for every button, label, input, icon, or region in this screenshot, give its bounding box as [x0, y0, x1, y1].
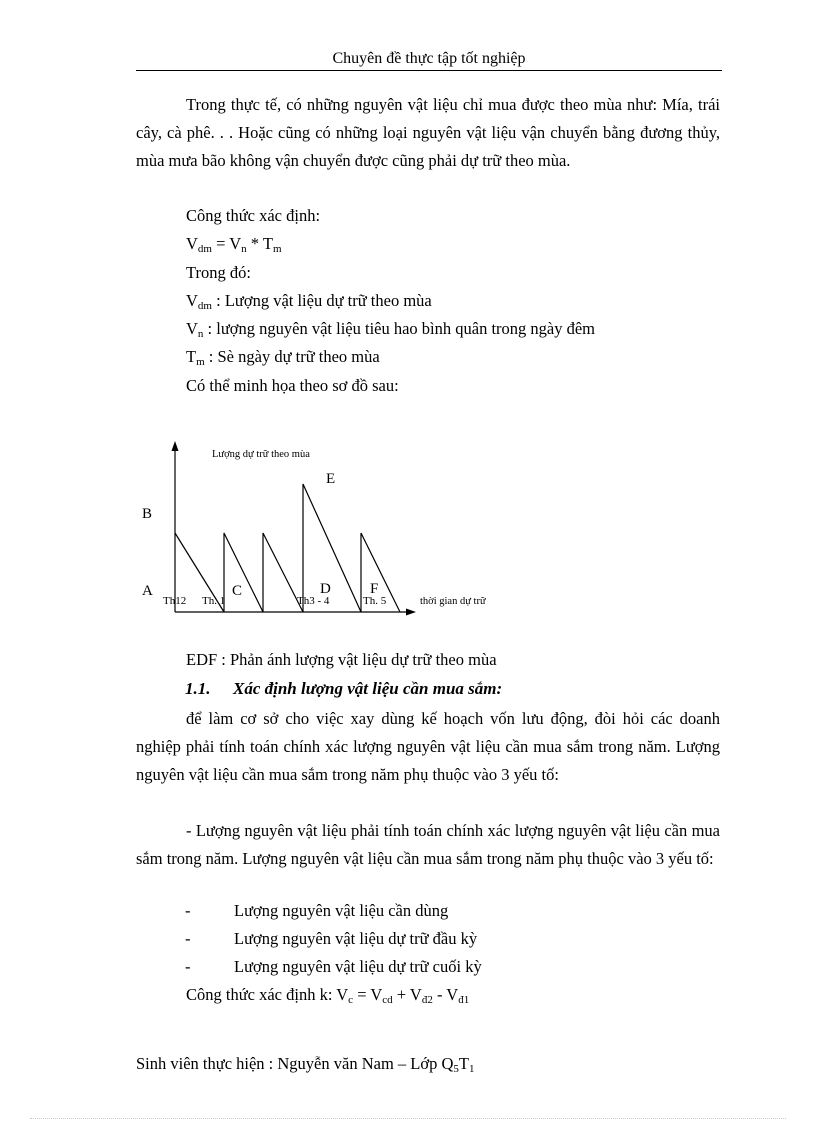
formula-k: Công thức xác định k: $V_c = V_{cd} + V_{đ2} - V_{đ1}$ — [186, 985, 470, 1006]
definition-vdm: $V_{dm}$ : Lượng vật liệu dự trữ theo mùa — [186, 291, 432, 312]
point-d-label: D — [320, 581, 331, 597]
tick-label-th5: Th. 5 — [363, 595, 387, 607]
y-axis-label: Lượng dự trữ theo mùa — [212, 449, 310, 460]
definition-tm: $T_m$ : Sè ngày dự trữ theo mùa — [186, 347, 380, 368]
edf-caption: EDF : Phản ánh lượng vật liệu dự trữ theo mùa — [186, 650, 497, 669]
list-item: - Lượng nguyên vật liệu dự trữ cuối kỳ — [185, 957, 482, 976]
point-b-label: B — [142, 506, 153, 522]
formula-title: Công thức xác định: — [186, 206, 321, 225]
definition-vn: $V_n$ : lượng nguyên vật liệu tiêu hao bình quân trong ngày đêm — [186, 319, 596, 340]
cycle-2 — [224, 533, 263, 612]
trong-do-label: Trong đó: — [186, 263, 251, 282]
formula: $V_{dm} = V_n * T_m$ — [186, 234, 282, 255]
paragraph-seasonal: Trong thực tế, có những nguyên vật liệu chỉ mua được theo mùa như: Mía, trái cây, cà phê. . . Hoặc cũng có những loại nguyên vật liệu vận chuyển bằng đương thủy, mùa mưa bão không vận chuyển được cũng phải dự trữ theo mùa. — [136, 95, 720, 170]
x-axis-label: thời gian dự trữ — [420, 596, 486, 607]
tick-label-th1: Th. 1 — [202, 595, 226, 607]
cycle-4 — [303, 484, 361, 612]
paragraph-factors: - Lượng nguyên vật liệu phải tính toán chính xác lượng nguyên vật liệu cần mua sắm trong năm. Lượng nguyên vật liệu cần mua sắm trong năm phụ thuộc vào 3 yếu tố: — [136, 821, 720, 868]
point-a-label: A — [142, 583, 153, 599]
point-f-label: F — [370, 581, 379, 597]
tick-label-th3-4: Th3 - 4 — [297, 595, 330, 607]
list-item: - Lượng nguyên vật liệu dự trữ đầu kỳ — [185, 929, 478, 948]
page-header: Chuyên đề thực tập tốt nghiệp — [136, 50, 722, 71]
page-bottom-divider — [30, 1118, 786, 1119]
seasonal-stock-diagram — [130, 435, 530, 625]
point-c-label: C — [232, 583, 243, 599]
paragraph-purchase: để làm cơ sở cho việc xay dùng kế hoạch vốn lưu động, đòi hỏi các doanh nghiệp phải tính toán chính xác lượng nguyên vật liệu cần mua sắm trong năm. Lượng nguyên vật liệu cần mua sắm trong năm phụ thuộc vào 3 yếu tố: — [136, 709, 720, 784]
illustrate-label: Có thể minh họa theo sơ đồ sau: — [186, 376, 399, 395]
point-e-label: E — [326, 471, 336, 487]
x-axis-arrow — [406, 609, 416, 616]
list-item: - Lượng nguyên vật liệu cần dùng — [185, 901, 449, 920]
page-footer: Sinh viên thực hiện : Nguyễn văn Nam – Lớp $Q_5T_1$ — [136, 1054, 475, 1075]
tick-label-th12: Th12 — [163, 595, 187, 607]
y-axis-arrow — [172, 441, 179, 451]
section-heading: 1.1. Xác định lượng vật liệu cần mua sắm: — [185, 679, 503, 698]
